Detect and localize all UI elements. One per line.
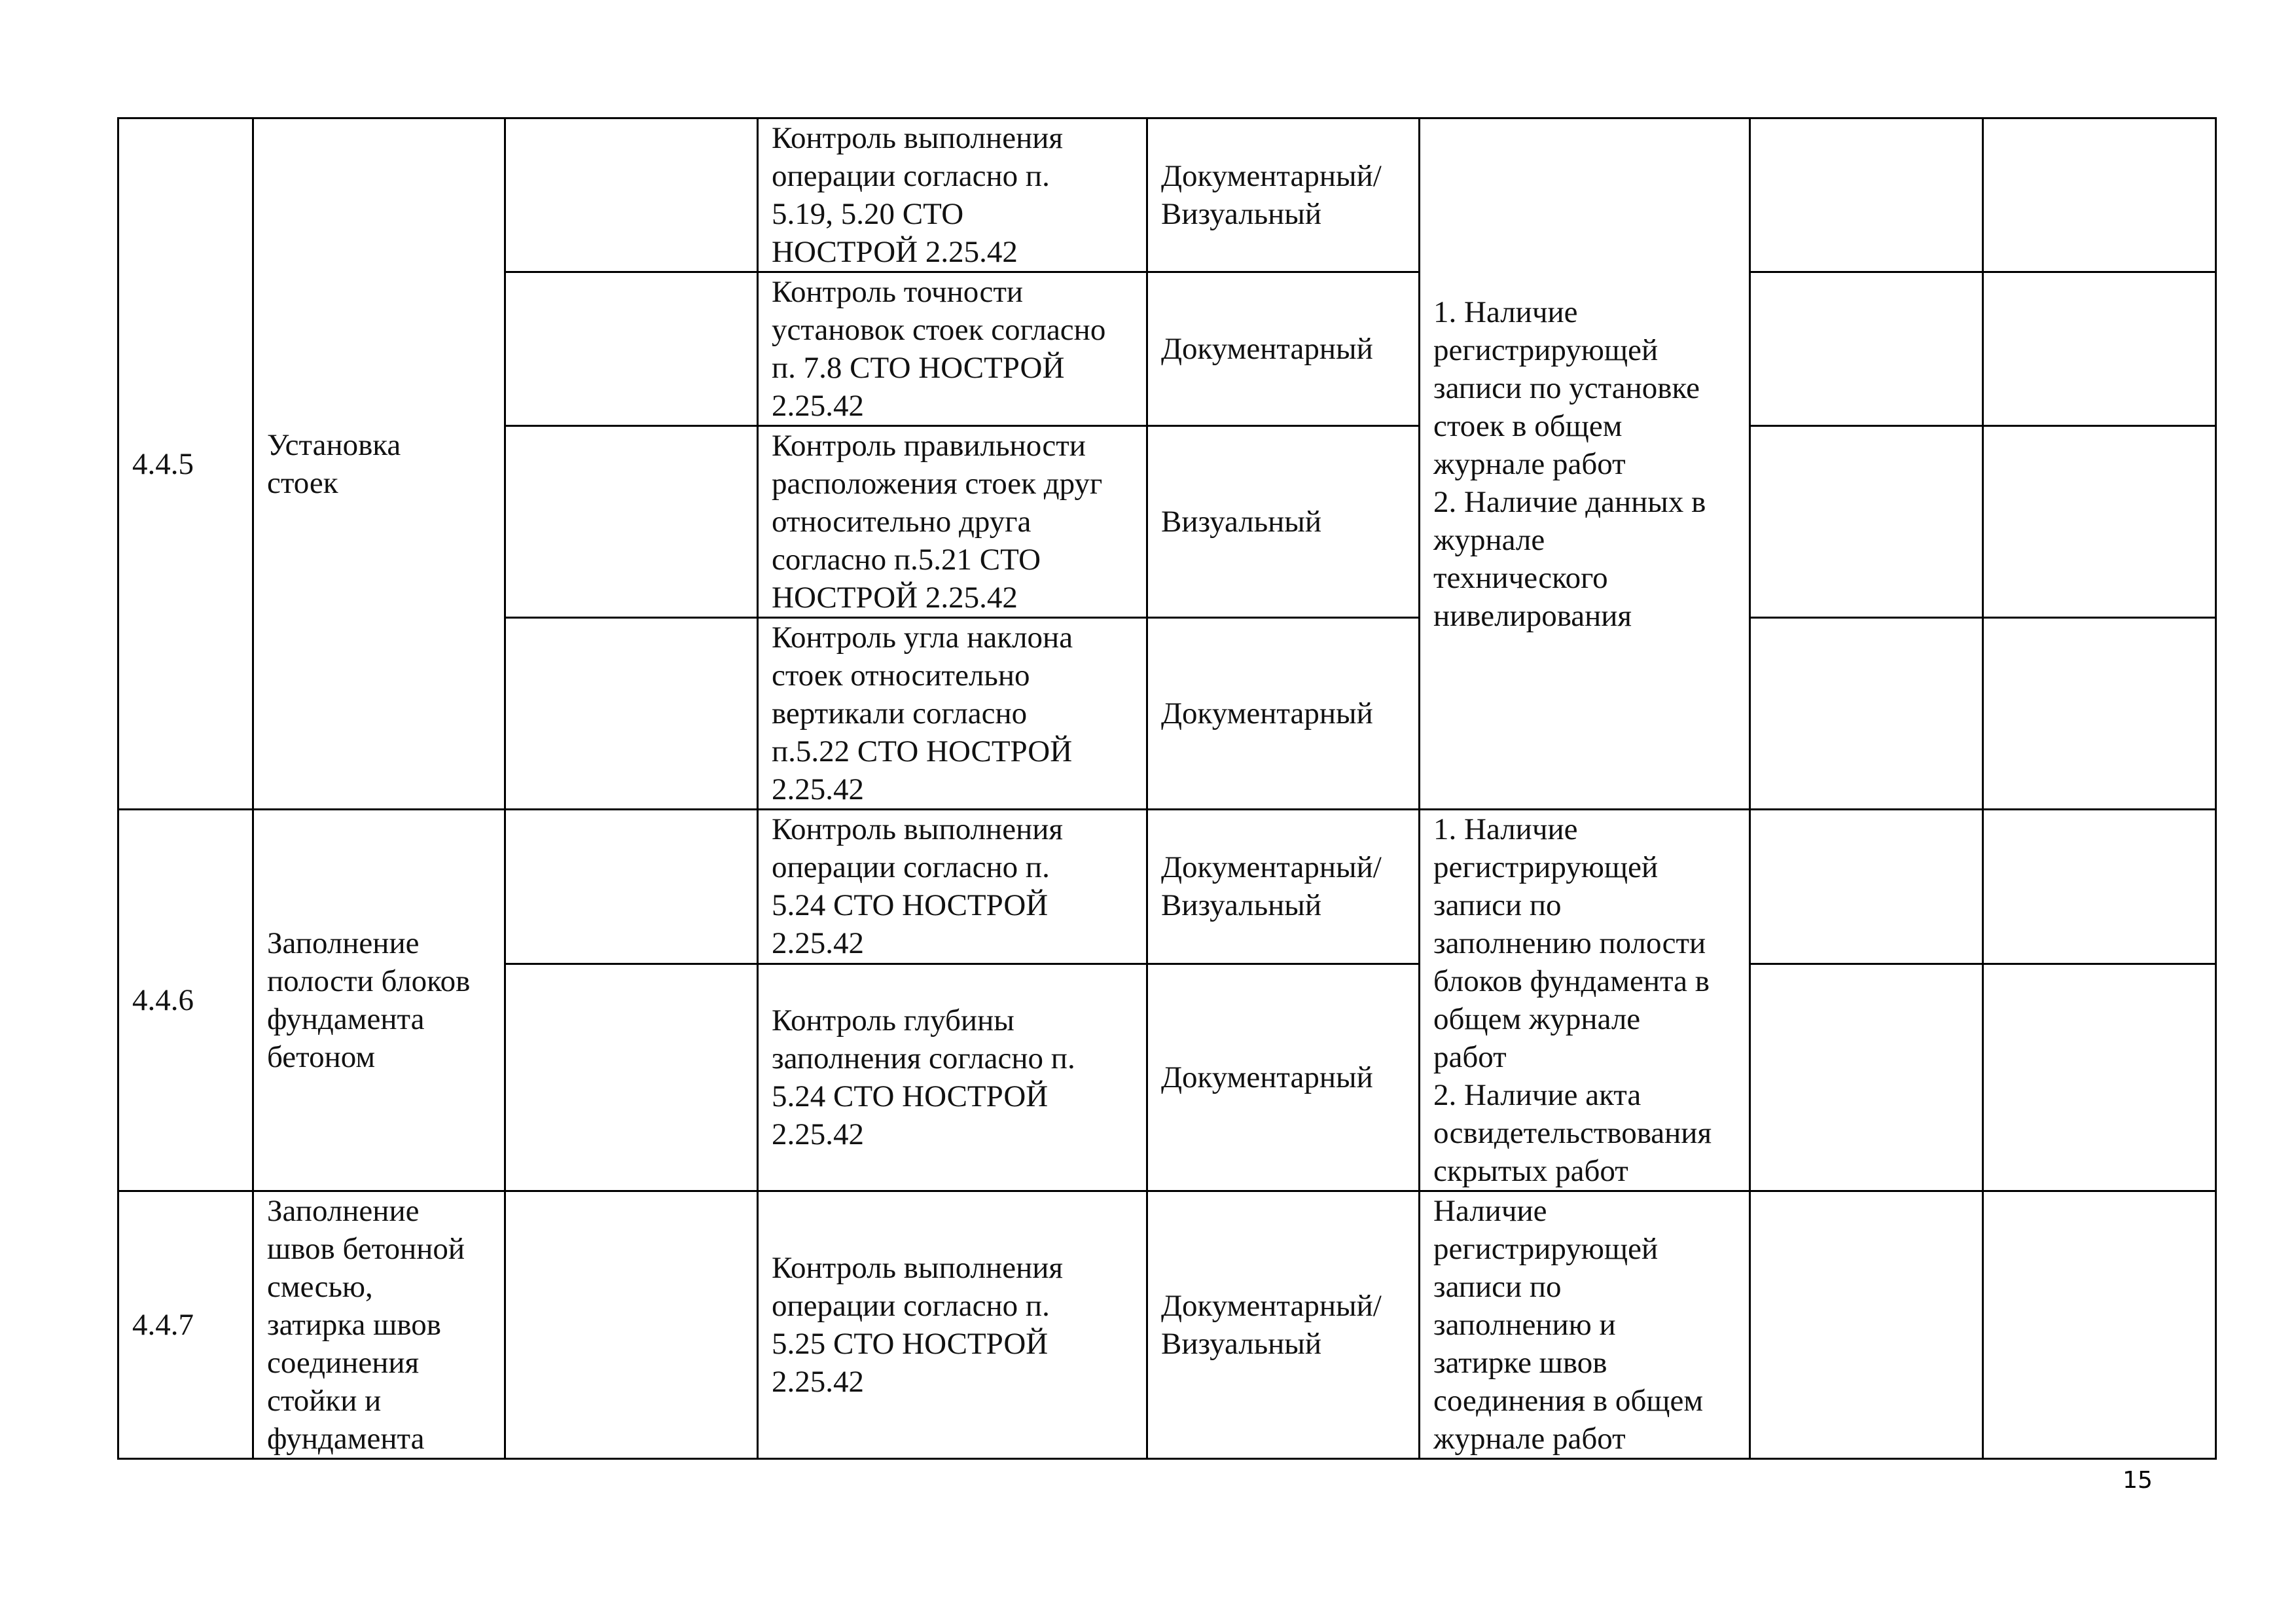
empty-cell xyxy=(1983,426,2216,618)
empty-cell xyxy=(505,964,758,1191)
empty-cell xyxy=(1983,1191,2216,1459)
control-method: Документарный xyxy=(1147,618,1420,810)
control-content: Контроль выполнения операции согласно п. 5.25 СТО НОСТРОЙ 2.25.42 xyxy=(758,1191,1147,1459)
control-method: Документарный/ Визуальный xyxy=(1147,1191,1420,1459)
control-content: Контроль правильности расположения стоек друг относительно друга согласно п.5.21 СТО НОСТРОЙ 2.25.42 xyxy=(758,426,1147,618)
empty-cell xyxy=(1983,810,2216,964)
control-content: Контроль выполнения операции согласно п. 5.24 СТО НОСТРОЙ 2.25.42 xyxy=(758,810,1147,964)
page-number: 15 xyxy=(2123,1467,2153,1494)
control-content: Контроль выполнения операции согласно п. 5.19, 5.20 СТО НОСТРОЙ 2.25.42 xyxy=(758,118,1147,272)
control-content: Контроль глубины заполнения согласно п. 5.24 СТО НОСТРОЙ 2.25.42 xyxy=(758,964,1147,1191)
control-method: Документарный xyxy=(1147,272,1420,426)
table-row xyxy=(118,1191,2216,1459)
empty-cell xyxy=(1983,618,2216,810)
empty-cell xyxy=(505,118,758,272)
empty-cell xyxy=(505,618,758,810)
document-requirement: Наличие регистрирующей записи по заполнению и затирке швов соединения в общем журнале работ xyxy=(1420,1191,1750,1459)
stage-name: Установка стоек xyxy=(253,118,505,810)
control-method: Визуальный xyxy=(1147,426,1420,618)
table-row xyxy=(118,810,2216,964)
control-method: Документарный/ Визуальный xyxy=(1147,118,1420,272)
control-content: Контроль угла наклона стоек относительно вертикали согласно п.5.22 СТО НОСТРОЙ 2.25.42 xyxy=(758,618,1147,810)
empty-cell xyxy=(1750,618,1983,810)
empty-cell xyxy=(1983,118,2216,272)
control-content: Контроль точности установок стоек согласно п. 7.8 СТО НОСТРОЙ 2.25.42 xyxy=(758,272,1147,426)
item-number: 4.4.5 xyxy=(118,118,253,810)
empty-cell xyxy=(505,426,758,618)
stage-name: Заполнение швов бетонной смесью, затирка швов соединения стойки и фундамента xyxy=(253,1191,505,1459)
control-method: Документарный/ Визуальный xyxy=(1147,810,1420,964)
empty-cell xyxy=(505,810,758,964)
empty-cell xyxy=(1750,964,1983,1191)
empty-cell xyxy=(505,272,758,426)
control-method: Документарный xyxy=(1147,964,1420,1191)
item-number: 4.4.7 xyxy=(118,1191,253,1459)
stage-name: Заполнение полости блоков фундамента бетоном xyxy=(253,810,505,1191)
quality-control-table xyxy=(117,117,2217,1460)
item-number: 4.4.6 xyxy=(118,810,253,1191)
document-requirement: 1. Наличие регистрирующей записи по заполнению полости блоков фундамента в общем журнале работ 2. Наличие акта освидетельствования скрытых работ xyxy=(1420,810,1750,1191)
table-row xyxy=(118,118,2216,272)
empty-cell xyxy=(1750,272,1983,426)
empty-cell xyxy=(1750,1191,1983,1459)
empty-cell xyxy=(1750,118,1983,272)
empty-cell xyxy=(1983,964,2216,1191)
empty-cell xyxy=(1750,426,1983,618)
empty-cell xyxy=(1983,272,2216,426)
document-requirement: 1. Наличие регистрирующей записи по установке стоек в общем журнале работ 2. Наличие данных в журнале технического нивелирования xyxy=(1420,118,1750,810)
empty-cell xyxy=(1750,810,1983,964)
empty-cell xyxy=(505,1191,758,1459)
